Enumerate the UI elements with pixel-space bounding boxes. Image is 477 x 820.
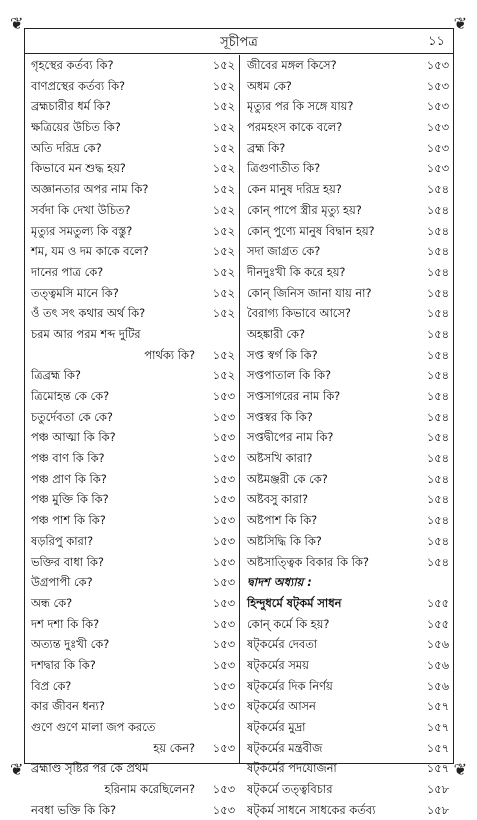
toc-entry [25,738,239,759]
toc-entry [241,303,453,324]
entry-question: সদা জাগ্রত কে? [247,244,321,259]
entry-question: অধম কে? [247,78,292,93]
toc-entry [25,758,239,779]
toc-entry [241,489,453,510]
entry-page-number: ১৫৩ [212,575,235,590]
entry-question: অষ্টসাত্ত্বিক বিকার কি কি? [247,554,369,569]
entry-question: ত্রিগুণাতীত কি? [247,161,321,176]
toc-entry [241,531,453,552]
toc-entry [25,365,239,386]
toc-entry [241,696,453,717]
toc-entry [241,407,453,428]
entry-page-number: ১৫৪ [426,389,449,403]
entry-question: শম, যম ও দম কাকে বলে? [31,244,149,259]
entry-page-number: ১৫২ [212,285,235,300]
entry-page-number: ১৫৩ [212,802,235,817]
toc-entry [25,200,239,221]
toc-entry [25,324,239,345]
entry-page-number: ১৫২ [212,264,235,279]
entry-page-number: ১৫২ [212,182,235,197]
entry-question: সপ্তস্বর কি কি? [247,409,313,424]
entry-page-number: ১৫৭ [426,761,449,776]
entry-question: দ্বাদশ অধ্যায় : [247,575,312,590]
toc-entry [241,117,453,138]
entry-question: হয় কেন? [153,740,195,755]
entry-page-number: ১৫৩ [212,409,235,424]
entry-page-number: ১৫৩ [212,740,235,755]
entry-question: চতুর্দেবতা কে কে? [31,409,113,424]
toc-entry [25,593,239,614]
chapter-heading [241,572,453,593]
entry-page-number: ১৫৩ [426,99,449,114]
entry-question: সপ্তসাগরের নাম কি? [247,389,341,403]
toc-entry [241,448,453,469]
entry-question: চরম আর পরম শব্দ দুটির [31,326,141,341]
entry-page-number: ১৫৪ [426,182,449,197]
toc-entry [25,800,239,820]
entry-question: পঞ্চ প্রাণ কি কি? [31,471,107,486]
entry-question: পঞ্চ মুক্তি কি কি? [31,492,109,507]
entry-question: কোন্ জিনিস জানা যায় না? [247,285,372,300]
entry-page-number: ১৫৮ [426,802,449,817]
entry-page-number: ১৫৪ [426,471,449,486]
entry-question: কোন্ পুণ্যে মানুষ বিদ্বান হয়? [247,223,375,238]
entry-page-number: ১৫৩ [212,389,235,403]
entry-page-number: ১৫৬ [426,637,449,652]
entry-page-number: ১৫৩ [426,120,449,135]
toc-entry [25,179,239,200]
toc-entry [25,55,239,76]
entry-page-number: ১৫৩ [426,140,449,155]
entry-question: ষট্‌কর্মের মুদ্রা [247,720,306,734]
toc-entry [241,55,453,76]
toc-entry [25,779,239,800]
entry-page-number: ১৫৫ [426,595,449,610]
toc-entry [241,634,453,655]
toc-entry [241,552,453,573]
entry-question: অহঙ্কারী কে? [247,326,306,341]
toc-entry [25,345,239,366]
entry-question: ষট্‌কর্মের দেবতা [247,637,318,652]
entry-page-number: ১৫৩ [426,78,449,93]
toc-entry [25,221,239,242]
toc-entry [25,427,239,448]
toc-entry [241,614,453,635]
entry-page-number: ১৫৩ [212,451,235,466]
entry-question: দানের পাত্র কে? [31,264,104,279]
toc-entry [241,96,453,117]
entry-question: পরমহংস কাকে বলে? [247,120,343,135]
entry-question: ষট্‌কর্মে তত্ত্ববিচার [247,782,333,797]
toc-entry [241,676,453,697]
entry-question: কোন্ কর্মে কি হয়? [247,616,330,631]
toc-entry [241,510,453,531]
entry-question: ষট্‌কর্মের মন্ত্রবীজ [247,740,323,755]
entry-question: ভক্তির বাধা কি? [31,554,104,569]
entry-question: অষ্টসিদ্ধি কি কি? [247,533,322,548]
entry-question: গুণে গুণে মালা জপ করতে [31,720,156,734]
entry-question: অষ্টপাশ কি কি? [247,513,318,528]
entry-question: উগ্রপাপী কে? [31,575,93,590]
entry-question: অন্ধ কে? [31,595,73,610]
toc-entry [25,489,239,510]
entry-page-number: ১৫৩ [212,616,235,631]
toc-entry [25,262,239,283]
entry-page-number: ১৫৭ [426,740,449,755]
toc-entry [25,572,239,593]
entry-question: ব্রহ্ম কি? [247,140,286,155]
toc-entry [25,76,239,97]
entry-page-number: ১৫৪ [426,409,449,424]
entry-page-number: ১৫৬ [426,678,449,693]
entry-question: ত্রিব্রহ্ম কি? [31,368,81,383]
entry-question: ষট্‌কর্মের দিক নির্ণয় [247,678,333,693]
entry-question: সপ্ত স্বর্গ কি কি? [247,347,318,362]
entry-question: বৈরাগ্য কিভাবে আসে? [247,306,351,321]
entry-question: সপ্তদ্বীপের নাম কি? [247,430,334,445]
entry-page-number: ১৫৪ [426,326,449,341]
toc-entry [241,324,453,345]
entry-page-number: ১৫২ [212,140,235,155]
toc-entry [241,138,453,159]
toc-entry [241,241,453,262]
toc-entry [241,345,453,366]
entry-page-number: ১৫৪ [426,513,449,528]
entry-page-number: ১৫৩ [212,782,235,797]
contents-frame [24,28,454,817]
toc-entry [25,655,239,676]
toc-entry [25,138,239,159]
entry-question: ত্রিমোহন্ত কে কে? [31,389,110,403]
entry-question: সর্বদা কি দেখা উচিত? [31,202,131,217]
entry-page-number: ১৫৪ [426,554,449,569]
entry-question: ষড়রিপু কারা? [31,533,94,548]
corner-ornament-icon: ❦ [10,14,24,33]
entry-page-number: ১৫৩ [212,637,235,652]
entry-page-number: ১৫২ [212,244,235,259]
entry-question: গৃহস্থের কর্তব্য কি? [31,58,114,72]
entry-page-number: ১৫৪ [426,285,449,300]
toc-entry [241,800,453,820]
column-divider [239,55,240,763]
toc-entry [25,717,239,738]
entry-page-number: ১৫২ [212,161,235,176]
entry-page-number: ১৫৪ [426,347,449,362]
toc-entry [25,676,239,697]
entry-question: অতি দরিদ্র কে? [31,140,102,155]
entry-question: হিন্দুধর্মে ষট্‌কর্ম সাধন [247,595,342,610]
entry-question: তত্ত্বমসি মানে কি? [31,285,119,300]
entry-page-number: ১৫২ [212,120,235,135]
toc-entry [241,779,453,800]
entry-question: অত্যন্ত দুঃখী কে? [31,637,110,652]
toc-entry [241,593,453,614]
left-column [25,55,239,817]
entry-page-number: ১৫২ [212,78,235,93]
entry-page-number: ১৫৭ [426,699,449,714]
toc-entry [241,386,453,407]
toc-entry [241,262,453,283]
entry-page-number: ১৫৩ [212,554,235,569]
entry-question: ষট্‌কর্মের পদযোজনা [247,761,337,776]
entry-page-number: ১৫৪ [426,430,449,445]
corner-ornament-icon: ❦ [453,14,467,33]
toc-entry [241,221,453,242]
toc-entry [25,614,239,635]
toc-entry [241,427,453,448]
entry-page-number: ১৫৪ [426,223,449,238]
entry-question: ষট্‌কর্ম সাধনে সাধকের কর্তব্য [247,802,376,817]
entry-page-number: ১৫৩ [212,533,235,548]
contents-columns [25,55,453,817]
entry-question: দশ দশা কি কি? [31,616,100,631]
toc-entry [25,117,239,138]
entry-page-number: ১৫২ [212,202,235,217]
entry-question: পঞ্চ আত্মা কি কি? [31,430,116,445]
entry-question: পঞ্চ পাশ কি কি? [31,513,106,528]
toc-entry [25,552,239,573]
toc-entry [25,96,239,117]
entry-question: অজ্ঞানতার অপর নাম কি? [31,182,149,197]
entry-page-number: ১৫৩ [212,595,235,610]
entry-page-number: ১৫৩ [212,430,235,445]
toc-entry [241,717,453,738]
corner-ornament-icon: ❦ [453,760,467,779]
entry-question: পঞ্চ বাণ কি কি? [31,451,105,466]
entry-page-number: ১৫৪ [426,492,449,507]
entry-page-number: ১৫২ [212,223,235,238]
toc-entry [241,76,453,97]
entry-question: অষ্টবসু কারা? [247,492,309,507]
entry-question: মৃত্যুর পর কি সঙ্গে যায়? [247,99,354,114]
entry-page-number: ১৫৪ [426,368,449,383]
entry-question: দীনদুঃখী কি করে হয়? [247,264,346,279]
toc-entry [25,158,239,179]
entry-page-number: ১৫৩ [212,471,235,486]
entry-question: কোন্ পাপে স্ত্রীর মৃত্যু হয়? [247,202,362,217]
entry-page-number: ১৫৩ [212,513,235,528]
entry-page-number: ১৫৩ [212,657,235,672]
toc-entry [241,758,453,779]
toc-entry [25,634,239,655]
toc-entry [25,531,239,552]
toc-entry [25,283,239,304]
toc-entry [25,448,239,469]
entry-question: মৃত্যুর সমতুল্য কি বস্তু? [31,223,133,238]
toc-entry [241,179,453,200]
page-header [25,29,453,54]
toc-entry [25,696,239,717]
toc-entry [25,303,239,324]
entry-question: দশদ্বার কি কি? [31,657,96,672]
toc-entry [241,365,453,386]
entry-page-number: ১৫৫ [426,616,449,631]
entry-page-number: ১৫৪ [426,244,449,259]
entry-page-number: ১৫২ [212,306,235,321]
page-title: সূচীপত্র [220,35,258,50]
toc-entry [241,158,453,179]
toc-entry [241,200,453,221]
entry-page-number: ১৫৪ [426,533,449,548]
entry-question: ওঁ তৎ সৎ কথার অর্থ কি? [31,306,146,321]
entry-question: বাণপ্রস্থের কর্তব্য কি? [31,78,126,93]
entry-page-number: ১৫৮ [426,782,449,797]
corner-ornament-icon: ❦ [10,760,24,779]
toc-entry [241,738,453,759]
entry-page-number: ১৫৪ [426,264,449,279]
entry-page-number: ১৫৩ [212,699,235,714]
right-column [241,55,453,817]
entry-question: নবধা ভক্তি কি কি? [31,802,116,817]
entry-question: ষট্‌কর্মের আসন [247,699,316,714]
entry-page-number: ১৫৩ [426,161,449,176]
entry-question: বিপ্র কে? [31,678,72,693]
entry-page-number: ১৫৩ [212,678,235,693]
toc-entry [25,241,239,262]
toc-entry [25,510,239,531]
entry-question: কার জীবন ধন্য? [31,699,105,714]
toc-entry [25,469,239,490]
entry-page-number: ১৫৬ [426,657,449,672]
entry-question: অষ্টসখি কারা? [247,451,313,466]
entry-question: হরিনাম করেছিলেন? [104,782,195,797]
entry-page-number: ১৫৩ [426,58,449,72]
entry-question: পার্থক্য কি? [144,347,195,362]
entry-page-number: ১৫৪ [426,451,449,466]
entry-question: ব্রহ্মাণ্ড সৃষ্টির পর কে প্রথম [31,761,149,776]
toc-entry [25,407,239,428]
entry-page-number: ১৫৭ [426,720,449,734]
toc-entry [241,283,453,304]
toc-entry [241,655,453,676]
entry-page-number: ১৫২ [212,58,235,72]
entry-question: কিভাবে মন শুদ্ধ হয়? [31,161,126,176]
entry-question: ক্ষত্রিয়ের উচিত কি? [31,120,121,135]
entry-question: সপ্তপাতাল কি কি? [247,368,332,383]
toc-entry [25,386,239,407]
toc-entry [241,469,453,490]
entry-question: ব্রহ্মচারীর ধর্ম কি? [31,99,111,114]
entry-question: কেন মানুষ দরিদ্র হয়? [247,182,342,197]
entry-page-number: ১৫২ [212,347,235,362]
entry-page-number: ১৫২ [212,368,235,383]
entry-page-number: ১৫৩ [212,492,235,507]
entry-question: অষ্টমঞ্জরী কে কে? [247,471,328,486]
page-number: ১১ [428,34,445,49]
entry-page-number: ১৫২ [212,99,235,114]
entry-page-number: ১৫৪ [426,202,449,217]
entry-question: ষট্‌কর্মের সময় [247,657,309,672]
entry-question: জীবের মঙ্গল কিসে? [247,58,337,72]
entry-page-number: ১৫৪ [426,306,449,321]
